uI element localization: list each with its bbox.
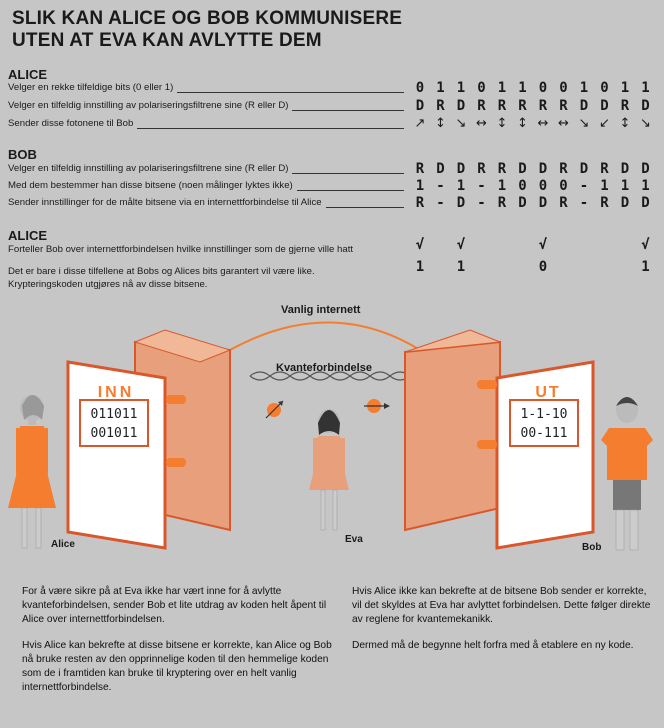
sequence-cell: √ [538, 237, 548, 253]
note-line-2: Krypteringskoden utgjøres nå av disse bitsene. [8, 279, 208, 290]
alice-row-photons [8, 118, 404, 132]
sequence-cell: 1 [641, 80, 650, 96]
sequence-cell: 0 [600, 80, 609, 96]
photon-icon [266, 401, 283, 418]
sequence-cell: 0 [538, 178, 548, 194]
sequence-cell: 1 [579, 80, 589, 96]
quantum-label: Kvanteforbindelse [276, 362, 372, 374]
sequence-cell: ↙ [599, 116, 610, 131]
sequence-cell: R [559, 195, 568, 211]
sequence-cell: 0 [559, 178, 568, 194]
sequence-cell: D [538, 195, 548, 211]
sequence-cell: 1 [415, 259, 425, 275]
alice-note [8, 265, 315, 291]
sequence-cell: R [415, 161, 425, 177]
bob-figure [601, 397, 653, 550]
alice-confirm-row: Forteller Bob over internettforbindelsen hvilke innstillinger som de gjerne ville hatt [8, 244, 354, 255]
sequence-cell: D [456, 195, 466, 211]
sequence-cell: ↔ [558, 116, 569, 131]
sequence-cell: 1 [456, 259, 466, 275]
alice-bits-seq [408, 80, 654, 96]
sequence-cell: D [538, 161, 548, 177]
sequence-cell: 0 [518, 178, 527, 194]
sequence-cell: √ [641, 237, 650, 253]
sequence-cell: 1 [600, 178, 609, 194]
row-label: Velger en rekke tilfeldige bits (0 eller 1) [8, 82, 177, 93]
row-label: Sender disse fotonene til Bob [8, 118, 137, 129]
note-line-1: Det er bare i disse tilfellene at Bobs og Alices bits garantert vil være like. [8, 266, 315, 277]
sequence-cell: D [436, 161, 445, 177]
sequence-cell: D [456, 161, 466, 177]
ut-code-line-1: 1-1-10 [520, 407, 568, 422]
sequence-cell: ↔ [537, 116, 549, 131]
sequence-cell: 0 [415, 80, 425, 96]
sequence-cell: D [641, 161, 650, 177]
alice-checks-seq [408, 237, 654, 253]
sequence-cell: D [620, 195, 630, 211]
row-label: Sender innstillinger for de målte bitsene via en internettforbindelse til Alice [8, 197, 326, 208]
sequence-cell: R [559, 161, 568, 177]
inn-code-line-2: 001011 [90, 426, 138, 441]
quantum-key-illustration [0, 300, 664, 590]
bob-bits-seq [408, 178, 654, 194]
sequence-cell: 1 [436, 80, 445, 96]
row-label: Velger en tilfeldig innstilling av polariseringsfiltrene sine (R eller D) [8, 163, 292, 174]
sequence-cell: 0 [559, 80, 568, 96]
bob-row-sent [8, 197, 404, 211]
inn-code-line-1: 011011 [90, 407, 138, 422]
sequence-cell: D [456, 98, 466, 114]
inn-door-label: INN [97, 384, 135, 401]
sequence-cell: R [477, 98, 486, 114]
sequence-cell: ↕ [517, 116, 528, 131]
eva-figure [309, 409, 349, 530]
sequence-cell: 1 [518, 80, 527, 96]
bob-heading: BOB [8, 147, 37, 162]
sequence-cell: 0 [538, 259, 548, 275]
sequence-cell: D [620, 161, 630, 177]
sequence-cell: R [497, 161, 507, 177]
bob-name: Bob [582, 542, 602, 553]
bob-row-bits [8, 180, 404, 194]
eva-name: Eva [345, 534, 363, 545]
sequence-cell: ↘ [640, 116, 651, 131]
sequence-cell: 1 [641, 178, 650, 194]
row-label: Velger en tilfeldig innstilling av polariseringsfiltrene sine (R eller D) [8, 100, 292, 111]
alice-row-bits [8, 82, 404, 96]
sequence-cell: R [415, 195, 425, 211]
sequence-cell: R [436, 98, 445, 114]
alice-photons-seq [408, 116, 654, 132]
sequence-cell: R [559, 98, 568, 114]
alice-filters-seq [408, 98, 654, 114]
title-line-2: UTEN AT EVA KAN AVLYTTE DEM [12, 30, 322, 51]
row-label: Med dem bestemmer han disse bitsene (noen målinger lyktes ikke) [8, 180, 297, 191]
sequence-cell: R [620, 98, 630, 114]
sequence-cell: D [415, 98, 425, 114]
alice-kept-seq [408, 259, 654, 275]
title-line-1: SLIK KAN ALICE OG BOB KOMMUNISERE [12, 8, 403, 29]
sequence-cell: D [518, 161, 527, 177]
sequence-cell: ↘ [455, 116, 467, 131]
sequence-cell: 1 [620, 80, 630, 96]
sequence-cell: ↘ [578, 116, 590, 131]
sequence-cell: ↕ [619, 116, 631, 131]
sequence-cell: 1 [641, 259, 650, 275]
alice-confirm-heading: ALICE [8, 228, 47, 243]
sequence-cell: 1 [497, 178, 507, 194]
bob-row-filters [8, 163, 404, 177]
sequence-cell: √ [456, 237, 466, 253]
sequence-cell: R [477, 161, 486, 177]
bob-sent-seq [408, 195, 654, 211]
sequence-cell: D [641, 195, 650, 211]
sequence-cell: - [436, 178, 445, 194]
sequence-cell: D [579, 161, 589, 177]
explanation-right [352, 585, 652, 665]
sequence-cell: 1 [456, 178, 466, 194]
sequence-cell: 1 [497, 80, 507, 96]
sequence-cell: 1 [456, 80, 466, 96]
alice-name: Alice [51, 539, 75, 550]
sequence-cell: D [579, 98, 589, 114]
alice-row-filters [8, 100, 404, 114]
paragraph: For å være sikre på at Eva ikke har vært inne for å avlytte kvanteforbindelsen, sender Bob et lite utdrag av koden helt åpent til Alice over internettforbindelsen. [22, 586, 327, 625]
paragraph: Hvis Alice ikke kan bekrefte at de bitsene Bob sender er korrekte, vil det skyldes at Eva har avlyttet forbindelsen. Dette følger direkte av reglene for kvantemekanikk. [352, 586, 651, 625]
internet-label: Vanlig internett [281, 304, 361, 316]
sequence-cell: - [477, 178, 486, 194]
sequence-cell: ↕ [496, 116, 508, 131]
sequence-cell: ↕ [435, 116, 446, 131]
internet-connection-arc [230, 323, 420, 351]
sequence-cell: - [477, 195, 486, 211]
paragraph: Dermed må de begynne helt forfra med å etablere en ny kode. [352, 640, 634, 651]
paragraph: Hvis Alice kan bekrefte at disse bitsene er korrekte, kan Alice og Bob nå bruke resten av den opprinnelige koden til den hemmelige koden som de i framtiden kan bruke til kryptering over en helt vanlig internettforbindelse. [22, 640, 332, 693]
explanation-left [22, 585, 340, 707]
photon-icon [364, 399, 390, 413]
sequence-cell: - [436, 195, 445, 211]
sequence-cell: √ [415, 237, 425, 253]
alice-heading: ALICE [8, 67, 47, 82]
sequence-cell: ↗ [414, 116, 426, 131]
sequence-cell: ↔ [476, 116, 487, 131]
sequence-cell: R [600, 161, 609, 177]
sequence-cell: R [600, 195, 609, 211]
ut-door-back [405, 342, 500, 530]
sequence-cell: R [497, 195, 507, 211]
sequence-cell: D [518, 195, 527, 211]
bob-filters-seq [408, 161, 654, 177]
alice-figure [8, 395, 56, 548]
sequence-cell: R [538, 98, 548, 114]
sequence-cell: 1 [415, 178, 425, 194]
sequence-cell: - [579, 178, 589, 194]
sequence-cell: R [518, 98, 527, 114]
sequence-cell: R [497, 98, 507, 114]
page-title [12, 8, 402, 52]
sequence-cell: - [579, 195, 589, 211]
sequence-cell: D [600, 98, 609, 114]
sequence-cell: 0 [538, 80, 548, 96]
ut-door-label: UT [535, 384, 561, 401]
ut-code-line-2: 00-111 [520, 426, 568, 441]
sequence-cell: D [641, 98, 650, 114]
sequence-cell: 1 [620, 178, 630, 194]
sequence-cell: 0 [477, 80, 486, 96]
